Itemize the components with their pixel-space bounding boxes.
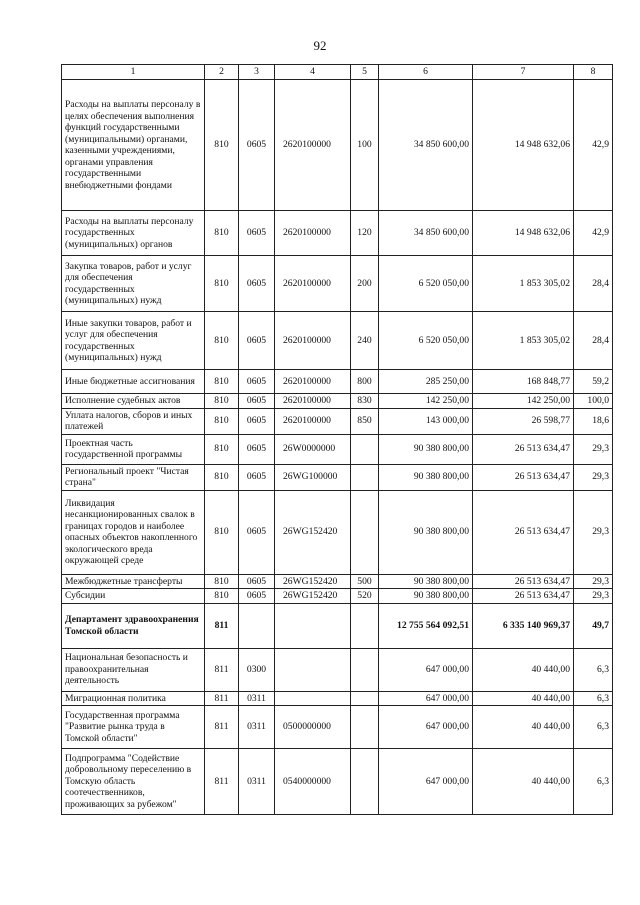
col6-cell: 143 000,00 bbox=[379, 408, 473, 434]
col2-cell: 810 bbox=[205, 574, 239, 589]
col5-cell: 100 bbox=[351, 80, 379, 211]
col6-cell: 142 250,00 bbox=[379, 394, 473, 409]
col7-cell: 40 440,00 bbox=[473, 691, 574, 706]
col4-cell: 26W0000000 bbox=[275, 434, 351, 464]
col4-cell bbox=[275, 603, 351, 648]
col8-cell: 29,3 bbox=[574, 434, 613, 464]
col5-cell bbox=[351, 691, 379, 706]
col4-cell bbox=[275, 691, 351, 706]
col7-cell: 14 948 632,06 bbox=[473, 211, 574, 256]
row-name-cell: Иные закупки товаров, работ и услуг для обеспечения государственных (муниципальных) нужд bbox=[62, 312, 205, 370]
col3-cell: 0605 bbox=[239, 80, 275, 211]
row-name-cell: Субсидии bbox=[62, 589, 205, 604]
col5-cell: 520 bbox=[351, 589, 379, 604]
col6-cell: 90 380 800,00 bbox=[379, 464, 473, 490]
row-name-cell: Проектная часть государственной программы bbox=[62, 434, 205, 464]
col7-cell: 26 598,77 bbox=[473, 408, 574, 434]
budget-table bbox=[61, 64, 613, 815]
table-row bbox=[62, 574, 613, 589]
header-cell: 4 bbox=[275, 65, 351, 80]
table-row bbox=[62, 211, 613, 256]
col6-cell: 12 755 564 092,51 bbox=[379, 603, 473, 648]
col5-cell bbox=[351, 749, 379, 815]
col7-cell: 1 853 305,02 bbox=[473, 312, 574, 370]
col7-cell: 26 513 634,47 bbox=[473, 434, 574, 464]
col3-cell bbox=[239, 603, 275, 648]
col8-cell: 42,9 bbox=[574, 80, 613, 211]
row-name-cell: Межбюджетные трансферты bbox=[62, 574, 205, 589]
col8-cell: 59,2 bbox=[574, 370, 613, 394]
col6-cell: 647 000,00 bbox=[379, 706, 473, 749]
col4-cell: 2620100000 bbox=[275, 211, 351, 256]
table-row bbox=[62, 408, 613, 434]
col2-cell: 811 bbox=[205, 648, 239, 691]
col5-cell bbox=[351, 464, 379, 490]
col2-cell: 810 bbox=[205, 370, 239, 394]
col7-cell: 40 440,00 bbox=[473, 749, 574, 815]
col5-cell bbox=[351, 434, 379, 464]
header-cell: 6 bbox=[379, 65, 473, 80]
col4-cell: 26WG100000 bbox=[275, 464, 351, 490]
col8-cell: 6,3 bbox=[574, 706, 613, 749]
col4-cell: 2620100000 bbox=[275, 370, 351, 394]
table-row bbox=[62, 312, 613, 370]
col2-cell: 811 bbox=[205, 706, 239, 749]
header-cell: 8 bbox=[574, 65, 613, 80]
table-row bbox=[62, 256, 613, 312]
col3-cell: 0311 bbox=[239, 706, 275, 749]
col3-cell: 0605 bbox=[239, 574, 275, 589]
col4-cell: 2620100000 bbox=[275, 408, 351, 434]
col7-cell: 1 853 305,02 bbox=[473, 256, 574, 312]
col7-cell: 6 335 140 969,37 bbox=[473, 603, 574, 648]
col6-cell: 647 000,00 bbox=[379, 648, 473, 691]
col6-cell: 285 250,00 bbox=[379, 370, 473, 394]
col8-cell: 6,3 bbox=[574, 648, 613, 691]
row-name-cell: Иные бюджетные ассигнования bbox=[62, 370, 205, 394]
col3-cell: 0605 bbox=[239, 589, 275, 604]
col8-cell: 28,4 bbox=[574, 312, 613, 370]
col4-cell: 26WG152420 bbox=[275, 490, 351, 574]
header-cell: 5 bbox=[351, 65, 379, 80]
row-name-cell: Исполнение судебных актов bbox=[62, 394, 205, 409]
col8-cell: 29,3 bbox=[574, 464, 613, 490]
col5-cell bbox=[351, 706, 379, 749]
col2-cell: 810 bbox=[205, 490, 239, 574]
col2-cell: 811 bbox=[205, 691, 239, 706]
col8-cell: 28,4 bbox=[574, 256, 613, 312]
col6-cell: 90 380 800,00 bbox=[379, 490, 473, 574]
col3-cell: 0605 bbox=[239, 312, 275, 370]
col8-cell: 100,0 bbox=[574, 394, 613, 409]
col2-cell: 810 bbox=[205, 464, 239, 490]
row-name-cell: Расходы на выплаты персоналу в целях обеспечения выполнения функций государственными (муниципальными) органами, казенными учреждениями, органами управления государственными внебюджетными фондами bbox=[62, 80, 205, 211]
table-row bbox=[62, 648, 613, 691]
col8-cell: 29,3 bbox=[574, 490, 613, 574]
col6-cell: 34 850 600,00 bbox=[379, 211, 473, 256]
col7-cell: 40 440,00 bbox=[473, 706, 574, 749]
col3-cell: 0300 bbox=[239, 648, 275, 691]
header-row bbox=[62, 65, 613, 80]
col5-cell: 830 bbox=[351, 394, 379, 409]
table-row bbox=[62, 80, 613, 211]
row-name-cell: Ликвидация несанкционированных свалок в границах городов и наиболее опасных объектов накопленного экологического вреда окружающей среде bbox=[62, 490, 205, 574]
header-cell: 1 bbox=[62, 65, 205, 80]
col8-cell: 6,3 bbox=[574, 749, 613, 815]
col5-cell: 500 bbox=[351, 574, 379, 589]
table-header bbox=[62, 65, 613, 80]
col7-cell: 26 513 634,47 bbox=[473, 464, 574, 490]
col8-cell: 42,9 bbox=[574, 211, 613, 256]
col6-cell: 647 000,00 bbox=[379, 691, 473, 706]
col4-cell: 26WG152420 bbox=[275, 574, 351, 589]
col6-cell: 647 000,00 bbox=[379, 749, 473, 815]
col3-cell: 0605 bbox=[239, 464, 275, 490]
col2-cell: 810 bbox=[205, 589, 239, 604]
col7-cell: 26 513 634,47 bbox=[473, 589, 574, 604]
row-name-cell: Региональный проект "Чистая страна" bbox=[62, 464, 205, 490]
header-cell: 2 bbox=[205, 65, 239, 80]
col5-cell: 800 bbox=[351, 370, 379, 394]
col2-cell: 810 bbox=[205, 312, 239, 370]
col8-cell: 6,3 bbox=[574, 691, 613, 706]
col2-cell: 811 bbox=[205, 603, 239, 648]
col7-cell: 168 848,77 bbox=[473, 370, 574, 394]
row-name-cell: Уплата налогов, сборов и иных платежей bbox=[62, 408, 205, 434]
table-row bbox=[62, 691, 613, 706]
col2-cell: 810 bbox=[205, 434, 239, 464]
col7-cell: 14 948 632,06 bbox=[473, 80, 574, 211]
col4-cell bbox=[275, 648, 351, 691]
col6-cell: 6 520 050,00 bbox=[379, 312, 473, 370]
col7-cell: 142 250,00 bbox=[473, 394, 574, 409]
col3-cell: 0605 bbox=[239, 394, 275, 409]
col6-cell: 90 380 800,00 bbox=[379, 574, 473, 589]
col7-cell: 26 513 634,47 bbox=[473, 574, 574, 589]
col8-cell: 29,3 bbox=[574, 589, 613, 604]
col5-cell bbox=[351, 603, 379, 648]
table-row bbox=[62, 589, 613, 604]
table-row bbox=[62, 706, 613, 749]
col2-cell: 811 bbox=[205, 749, 239, 815]
col3-cell: 0311 bbox=[239, 749, 275, 815]
col2-cell: 810 bbox=[205, 211, 239, 256]
col4-cell: 2620100000 bbox=[275, 80, 351, 211]
col4-cell: 0500000000 bbox=[275, 706, 351, 749]
col5-cell bbox=[351, 490, 379, 574]
header-cell: 3 bbox=[239, 65, 275, 80]
col3-cell: 0605 bbox=[239, 370, 275, 394]
table-row bbox=[62, 490, 613, 574]
col3-cell: 0605 bbox=[239, 490, 275, 574]
page-number: 92 bbox=[313, 38, 327, 53]
col8-cell: 18,6 bbox=[574, 408, 613, 434]
row-name-cell: Государственная программа "Развитие рынка труда в Томской области" bbox=[62, 706, 205, 749]
col6-cell: 90 380 800,00 bbox=[379, 589, 473, 604]
col5-cell: 200 bbox=[351, 256, 379, 312]
table-row bbox=[62, 464, 613, 490]
col2-cell: 810 bbox=[205, 256, 239, 312]
col3-cell: 0605 bbox=[239, 256, 275, 312]
col5-cell: 120 bbox=[351, 211, 379, 256]
row-name-cell: Закупка товаров, работ и услуг для обеспечения государственных (муниципальных) нужд bbox=[62, 256, 205, 312]
row-name-cell: Миграционная политика bbox=[62, 691, 205, 706]
col4-cell: 2620100000 bbox=[275, 394, 351, 409]
col3-cell: 0605 bbox=[239, 408, 275, 434]
col5-cell: 850 bbox=[351, 408, 379, 434]
col2-cell: 810 bbox=[205, 408, 239, 434]
row-name-cell: Национальная безопасность и правоохранительная деятельность bbox=[62, 648, 205, 691]
col5-cell bbox=[351, 648, 379, 691]
table-row bbox=[62, 603, 613, 648]
col6-cell: 90 380 800,00 bbox=[379, 434, 473, 464]
table-row bbox=[62, 394, 613, 409]
table-body bbox=[62, 80, 613, 815]
col5-cell: 240 bbox=[351, 312, 379, 370]
table-row bbox=[62, 434, 613, 464]
col6-cell: 6 520 050,00 bbox=[379, 256, 473, 312]
col4-cell: 2620100000 bbox=[275, 256, 351, 312]
col6-cell: 34 850 600,00 bbox=[379, 80, 473, 211]
col2-cell: 810 bbox=[205, 80, 239, 211]
col4-cell: 26WG152420 bbox=[275, 589, 351, 604]
table-row bbox=[62, 749, 613, 815]
table-row bbox=[62, 370, 613, 394]
header-cell: 7 bbox=[473, 65, 574, 80]
col8-cell: 29,3 bbox=[574, 574, 613, 589]
col7-cell: 40 440,00 bbox=[473, 648, 574, 691]
col3-cell: 0605 bbox=[239, 211, 275, 256]
col4-cell: 0540000000 bbox=[275, 749, 351, 815]
col2-cell: 810 bbox=[205, 394, 239, 409]
row-name-cell: Подпрограмма "Содействие добровольному переселению в Томскую область соотечественников, проживающих за рубежом" bbox=[62, 749, 205, 815]
col8-cell: 49,7 bbox=[574, 603, 613, 648]
col3-cell: 0605 bbox=[239, 434, 275, 464]
col4-cell: 2620100000 bbox=[275, 312, 351, 370]
col7-cell: 26 513 634,47 bbox=[473, 490, 574, 574]
row-name-cell: Расходы на выплаты персоналу государственных (муниципальных) органов bbox=[62, 211, 205, 256]
row-name-cell: Департамент здравоохранения Томской области bbox=[62, 603, 205, 648]
col3-cell: 0311 bbox=[239, 691, 275, 706]
